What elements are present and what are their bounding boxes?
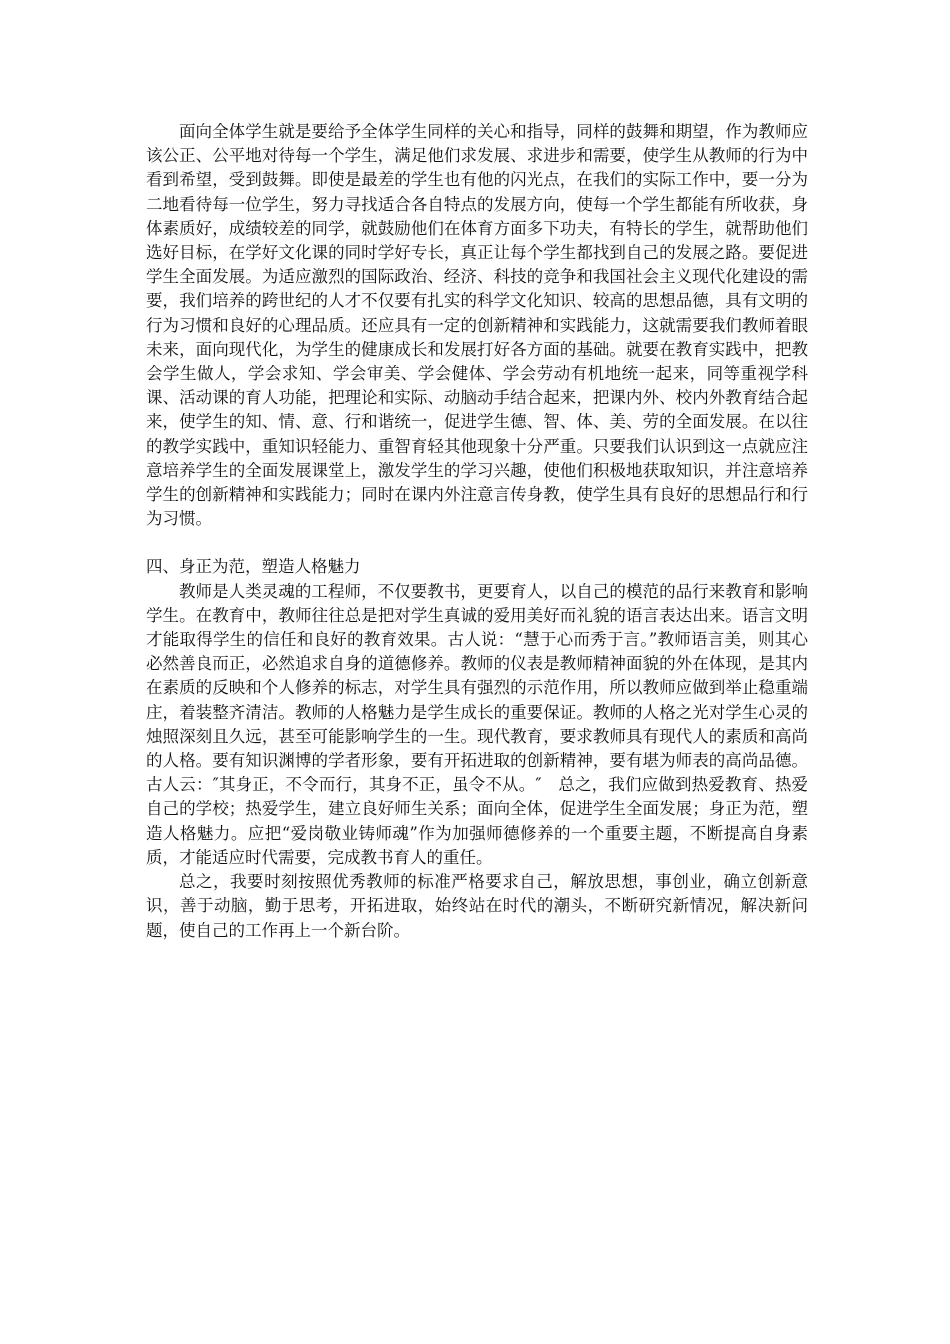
section-heading-4: 四、身正为范，塑造人格魅力 [146, 557, 361, 577]
document-page [146, 120, 808, 943]
body-paragraph-2: 教师是人类灵魂的工程师，不仅要教书，更要育人，以自己的模范的品行来教育和影响学生。在教育中，教师往往总是把对学生真诚的爱用美好而礼貌的语言表达出来。语言文明才能取得学生的信任和良好的教育效果。古人说：“慧于心而秀于言。”教师语言美，则其心必然善良而正，必然追求自身的道德修养。教师的仪表是教师精神面貌的外在体现，是其内在素质的反映和个人修养的标志，对学生具有强烈的示范作用，所以教师应做到举止稳重端庄，着装整齐清洁。教师的人格魅力是学生成长的重要保证。教师的人格之光对学生心灵的烛照深刻且久远，甚至可能影响学生的一生。现代教育，要求教师具有现代人的素质和高尚的人格。要有知识渊博的学者形象，要有开拓进取的创新精神，要有堪为师表的高尚品德。古人云：″其身正，不令而行，其身不正，虽令不从。″ 总之，我们应做到热爱教育、热爱自己的学校；热爱学生，建立良好师生关系；面向全体，促进学生全面发展；身正为范，塑造人格魅力。应把“爱岗敬业铸师魂”作为加强师德修养的一个重要主题，不断提高自身素质，才能适应时代需要，完成教书育人的重任。 [146, 581, 808, 867]
body-paragraph-1: 面向全体学生就是要给予全体学生同样的关心和指导，同样的鼓舞和期望，作为教师应该公正、公平地对待每一个学生，满足他们求发展、求进步和需要，使学生从教师的行为中看到希望，受到鼓舞。即使是最差的学生也有他的闪光点，在我们的实际工作中，要一分为二地看待每一位学生，努力寻找适合各自特点的发展方向，使每一个学生都能有所收获，身体素质好，成绩较差的同学，就鼓励他们在体育方面多下功夫，有特长的学生，就帮助他们选好目标，在学好文化课的同时学好专长，真正让每个学生都找到自己的发展之路。要促进学生全面发展。为适应激烈的国际政治、经济、科技的竞争和我国社会主义现代化建设的需要，我们培养的跨世纪的人才不仅要有扎实的科学文化知识、较高的思想品德，具有文明的行为习惯和良好的心理品质。还应具有一定的创新精神和实践能力，这就需要我们教师着眼未来，面向现代化，为学生的健康成长和发展打好各方面的基础。就要在教育实践中，把教会学生做人，学会求知、学会审美、学会健体、学会劳动有机地统一起来，同等重视学科课、活动课的育人功能，把理论和实际、动脑动手结合起来，把课内外、校内外教育结合起来，使学生的知、情、意、行和谐统一，促进学生德、智、体、美、劳的全面发展。在以往的教学实践中，重知识轻能力、重智育轻其他现象十分严重。只要我们认识到这一点就应注意培养学生的全面发展课堂上，激发学生的学习兴趣，使他们积极地获取知识，并注意培养学生的创新精神和实践能力；同时在课内外注意言传身教，使学生具有良好的思想品行和行为习惯。 [146, 122, 808, 529]
body-paragraph-3: 总之，我要时刻按照优秀教师的标准严格要求自己，解放思想，事创业，确立创新意识，善于动脑，勤于思考，开拓进取，始终站在时代的潮头，不断研究新情况，解决新问题，使自己的工作再上一个新台阶。 [146, 872, 808, 940]
